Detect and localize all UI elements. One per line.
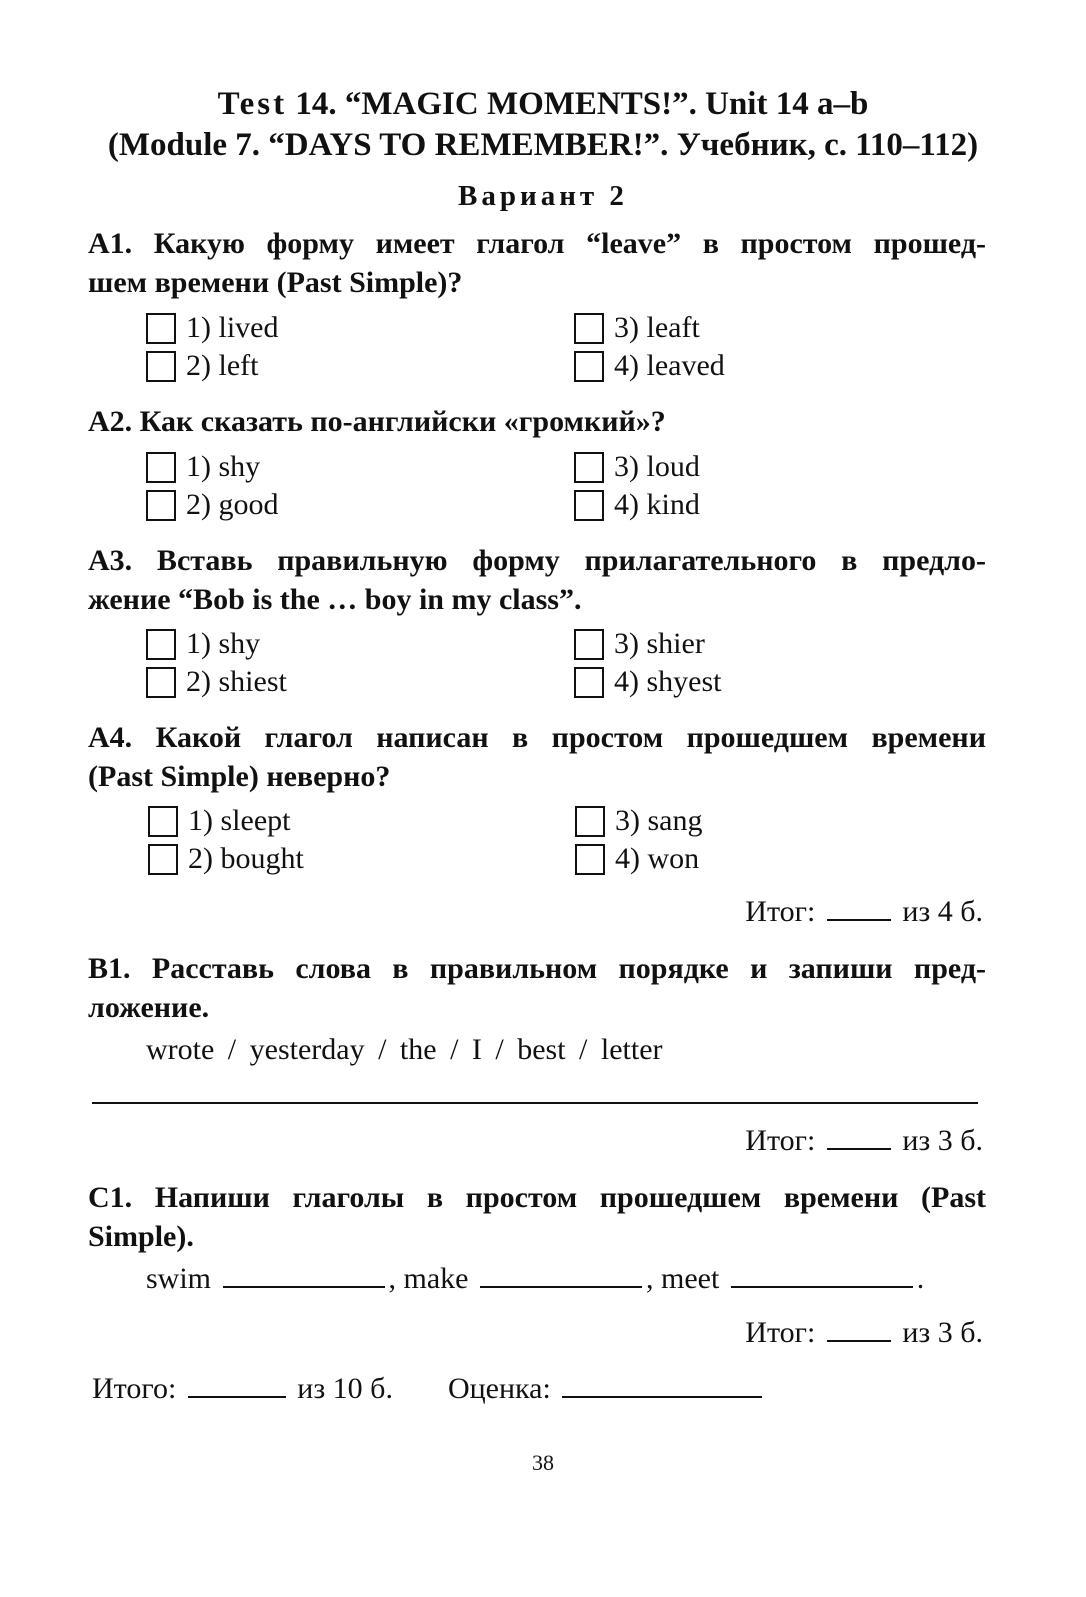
question-a1-line1: A1. Какую форму имеет глагол “leave” в простом прошед- bbox=[88, 227, 986, 260]
c1-word-make: , make bbox=[388, 1262, 469, 1295]
a3-option-3[interactable] bbox=[574, 625, 705, 663]
a3-option-1[interactable] bbox=[146, 625, 260, 663]
option-label: 2) left bbox=[186, 349, 259, 382]
score-suffix: из 3 б. bbox=[902, 1124, 983, 1157]
c1-verbs bbox=[146, 1262, 924, 1296]
a2-option-3[interactable] bbox=[574, 448, 700, 486]
a4-option-3[interactable] bbox=[575, 802, 702, 840]
score-suffix: из 4 б. bbox=[902, 895, 983, 928]
option-label: 2) good bbox=[186, 488, 279, 521]
c1-end: . bbox=[916, 1262, 925, 1295]
question-a2-line1: A2. Как сказать по-английски «громкий»? bbox=[88, 405, 666, 438]
b1-words: wrote / yesterday / the / I / best / letter bbox=[146, 1033, 663, 1066]
option-label: 1) lived bbox=[186, 311, 279, 344]
a1-option-4[interactable] bbox=[574, 347, 725, 385]
a4-option-4[interactable] bbox=[575, 840, 699, 878]
score-label: Итог: bbox=[745, 1124, 816, 1157]
a1-option-2[interactable] bbox=[146, 347, 258, 385]
question-c1-line2: Simple). bbox=[88, 1220, 194, 1253]
question-a3-line1: A3. Вставь правильную форму прилагательного в предло- bbox=[88, 544, 986, 577]
question-a4-line1: A4. Какой глагол написан в простом прошедшем времени bbox=[88, 721, 986, 754]
total-score bbox=[92, 1372, 766, 1406]
module-subtitle: (Module 7. “DAYS TO REMEMBER!”. Учебник, с. 110–112) bbox=[107, 127, 979, 163]
a3-option-4[interactable] bbox=[574, 663, 722, 701]
a4-option-1[interactable] bbox=[148, 802, 290, 840]
score-c-blank[interactable] bbox=[827, 1339, 891, 1342]
total-blank[interactable] bbox=[188, 1395, 286, 1398]
grade-label: Оценка: bbox=[447, 1372, 551, 1405]
question-a3-line2: жение “Bob is the … boy in my class”. bbox=[88, 583, 582, 616]
checkbox[interactable] bbox=[574, 351, 604, 382]
checkbox[interactable] bbox=[146, 667, 176, 698]
score-c bbox=[745, 1316, 983, 1350]
total-suffix: из 10 б. bbox=[297, 1372, 393, 1405]
a2-option-1[interactable] bbox=[146, 448, 260, 486]
checkbox[interactable] bbox=[146, 452, 176, 483]
score-b bbox=[745, 1124, 983, 1158]
a2-option-4[interactable] bbox=[574, 486, 700, 524]
option-label: 4) won bbox=[615, 842, 700, 875]
checkbox[interactable] bbox=[574, 313, 604, 344]
checkbox[interactable] bbox=[146, 490, 176, 521]
option-label: 3) shier bbox=[614, 627, 705, 660]
a2-option-2[interactable] bbox=[146, 486, 279, 524]
c1-blank-meet[interactable] bbox=[731, 1285, 913, 1288]
score-b-blank[interactable] bbox=[827, 1147, 891, 1150]
score-suffix: из 3 б. bbox=[902, 1316, 983, 1349]
checkbox[interactable] bbox=[148, 844, 178, 875]
question-b1-line2: ложение. bbox=[88, 991, 210, 1024]
c1-word-meet: , meet bbox=[645, 1262, 720, 1295]
c1-blank-swim[interactable] bbox=[223, 1285, 385, 1288]
option-label: 2) shiest bbox=[186, 665, 287, 698]
checkbox[interactable] bbox=[574, 667, 604, 698]
question-c1-line1: C1. Напиши глаголы в простом прошедшем времени (Past bbox=[88, 1181, 986, 1214]
test-title-rest: 14. “MAGIC MOMENTS!”. Unit 14 a–b bbox=[295, 86, 869, 122]
checkbox[interactable] bbox=[146, 351, 176, 382]
score-label: Итог: bbox=[745, 1316, 816, 1349]
option-label: 3) loud bbox=[614, 450, 700, 483]
a1-option-1[interactable] bbox=[146, 309, 278, 347]
b1-answer-line[interactable] bbox=[92, 1102, 978, 1104]
question-a4-line2: (Past Simple) неверно? bbox=[88, 760, 391, 793]
checkbox[interactable] bbox=[574, 490, 604, 521]
checkbox[interactable] bbox=[146, 313, 176, 344]
option-label: 1) sleept bbox=[188, 804, 291, 837]
c1-blank-make[interactable] bbox=[480, 1285, 642, 1288]
checkbox[interactable] bbox=[148, 806, 178, 837]
option-label: 2) bought bbox=[188, 842, 304, 875]
a1-option-3[interactable] bbox=[574, 309, 700, 347]
checkbox[interactable] bbox=[575, 806, 605, 837]
option-label: 1) shy bbox=[186, 627, 261, 660]
test-title-prefix: Test bbox=[217, 86, 288, 122]
checkbox[interactable] bbox=[574, 452, 604, 483]
option-label: 4) kind bbox=[614, 488, 700, 521]
grade-blank[interactable] bbox=[562, 1395, 762, 1398]
score-label: Итог: bbox=[745, 895, 816, 928]
page-number: 38 bbox=[532, 1450, 554, 1475]
a3-option-2[interactable] bbox=[146, 663, 287, 701]
total-label: Итого: bbox=[92, 1372, 177, 1405]
option-label: 3) sang bbox=[615, 804, 703, 837]
question-b1-line1: B1. Расставь слова в правильном порядке и запиши пред- bbox=[88, 952, 986, 985]
question-a1-line2: шем времени (Past Simple)? bbox=[88, 266, 463, 299]
score-a bbox=[745, 895, 983, 929]
c1-word-swim: swim bbox=[146, 1262, 212, 1295]
a4-option-2[interactable] bbox=[148, 840, 304, 878]
test-title bbox=[0, 86, 1086, 123]
option-label: 4) shyest bbox=[614, 665, 722, 698]
checkbox[interactable] bbox=[575, 844, 605, 875]
variant-heading: Вариант 2 bbox=[458, 180, 628, 212]
option-label: 4) leaved bbox=[614, 349, 725, 382]
checkbox[interactable] bbox=[574, 629, 604, 660]
option-label: 3) leaft bbox=[614, 311, 700, 344]
checkbox[interactable] bbox=[146, 629, 176, 660]
option-label: 1) shy bbox=[186, 450, 261, 483]
score-a-blank[interactable] bbox=[827, 918, 891, 921]
